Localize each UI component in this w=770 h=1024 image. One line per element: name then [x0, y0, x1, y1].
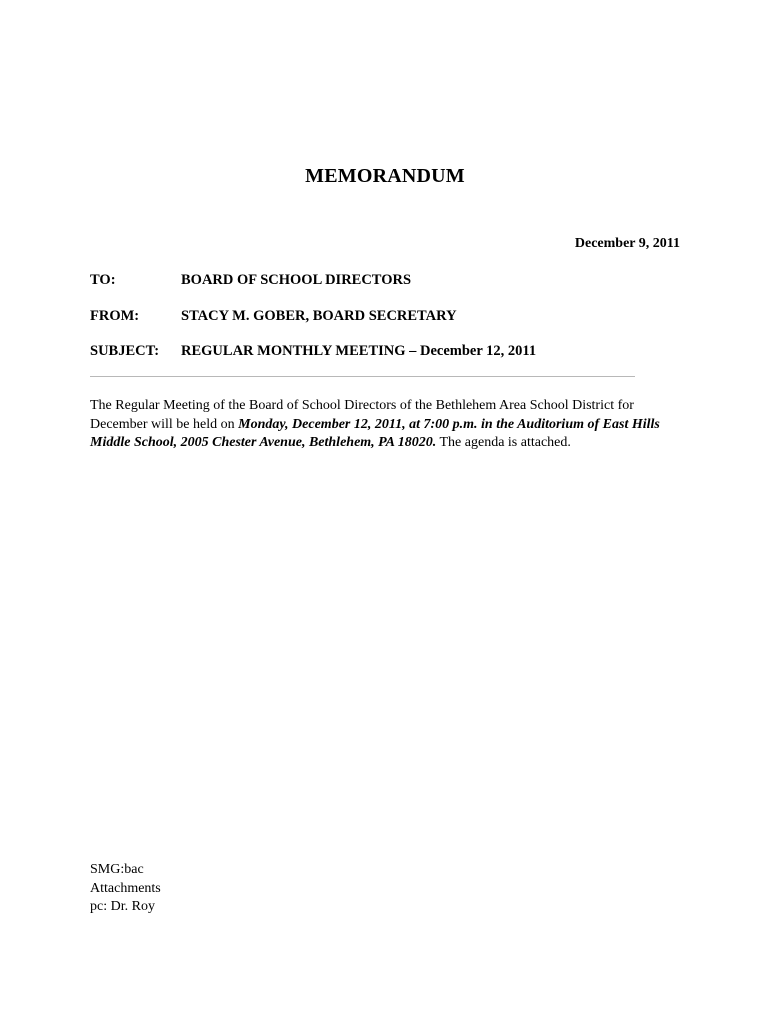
footer-attachments: Attachments — [90, 880, 161, 896]
from-value: STACY M. GOBER, BOARD SECRETARY — [181, 308, 457, 324]
memo-footer — [90, 861, 161, 917]
body-text-intro: The Regular Meeting of the Board of School Directors of the Bethlehem Area School District for December will be held on — [90, 398, 634, 432]
body-text-meeting-details: Monday, December 12, 2011, at 7:00 p.m. in the Auditorium of East Hills Middle School, 2005 Chester Avenue, Bethlehem, PA 18020. — [90, 416, 660, 450]
memo-body — [90, 397, 684, 453]
footer-initials: SMG:bac — [90, 862, 144, 877]
subject-value: REGULAR MONTHLY MEETING – December 12, 2011 — [181, 343, 537, 359]
memo-title: MEMORANDUM — [305, 165, 465, 187]
from-label: FROM: — [90, 308, 140, 324]
to-value: BOARD OF SCHOOL DIRECTORS — [181, 272, 412, 288]
footer-copy-recipient: pc: Dr. Roy — [90, 899, 155, 914]
to-label: TO: — [90, 272, 116, 288]
header-divider — [90, 376, 635, 377]
subject-label: SUBJECT: — [90, 343, 160, 359]
body-text-closing: The agenda is attached. — [436, 435, 571, 450]
memo-date: December 9, 2011 — [574, 236, 680, 251]
